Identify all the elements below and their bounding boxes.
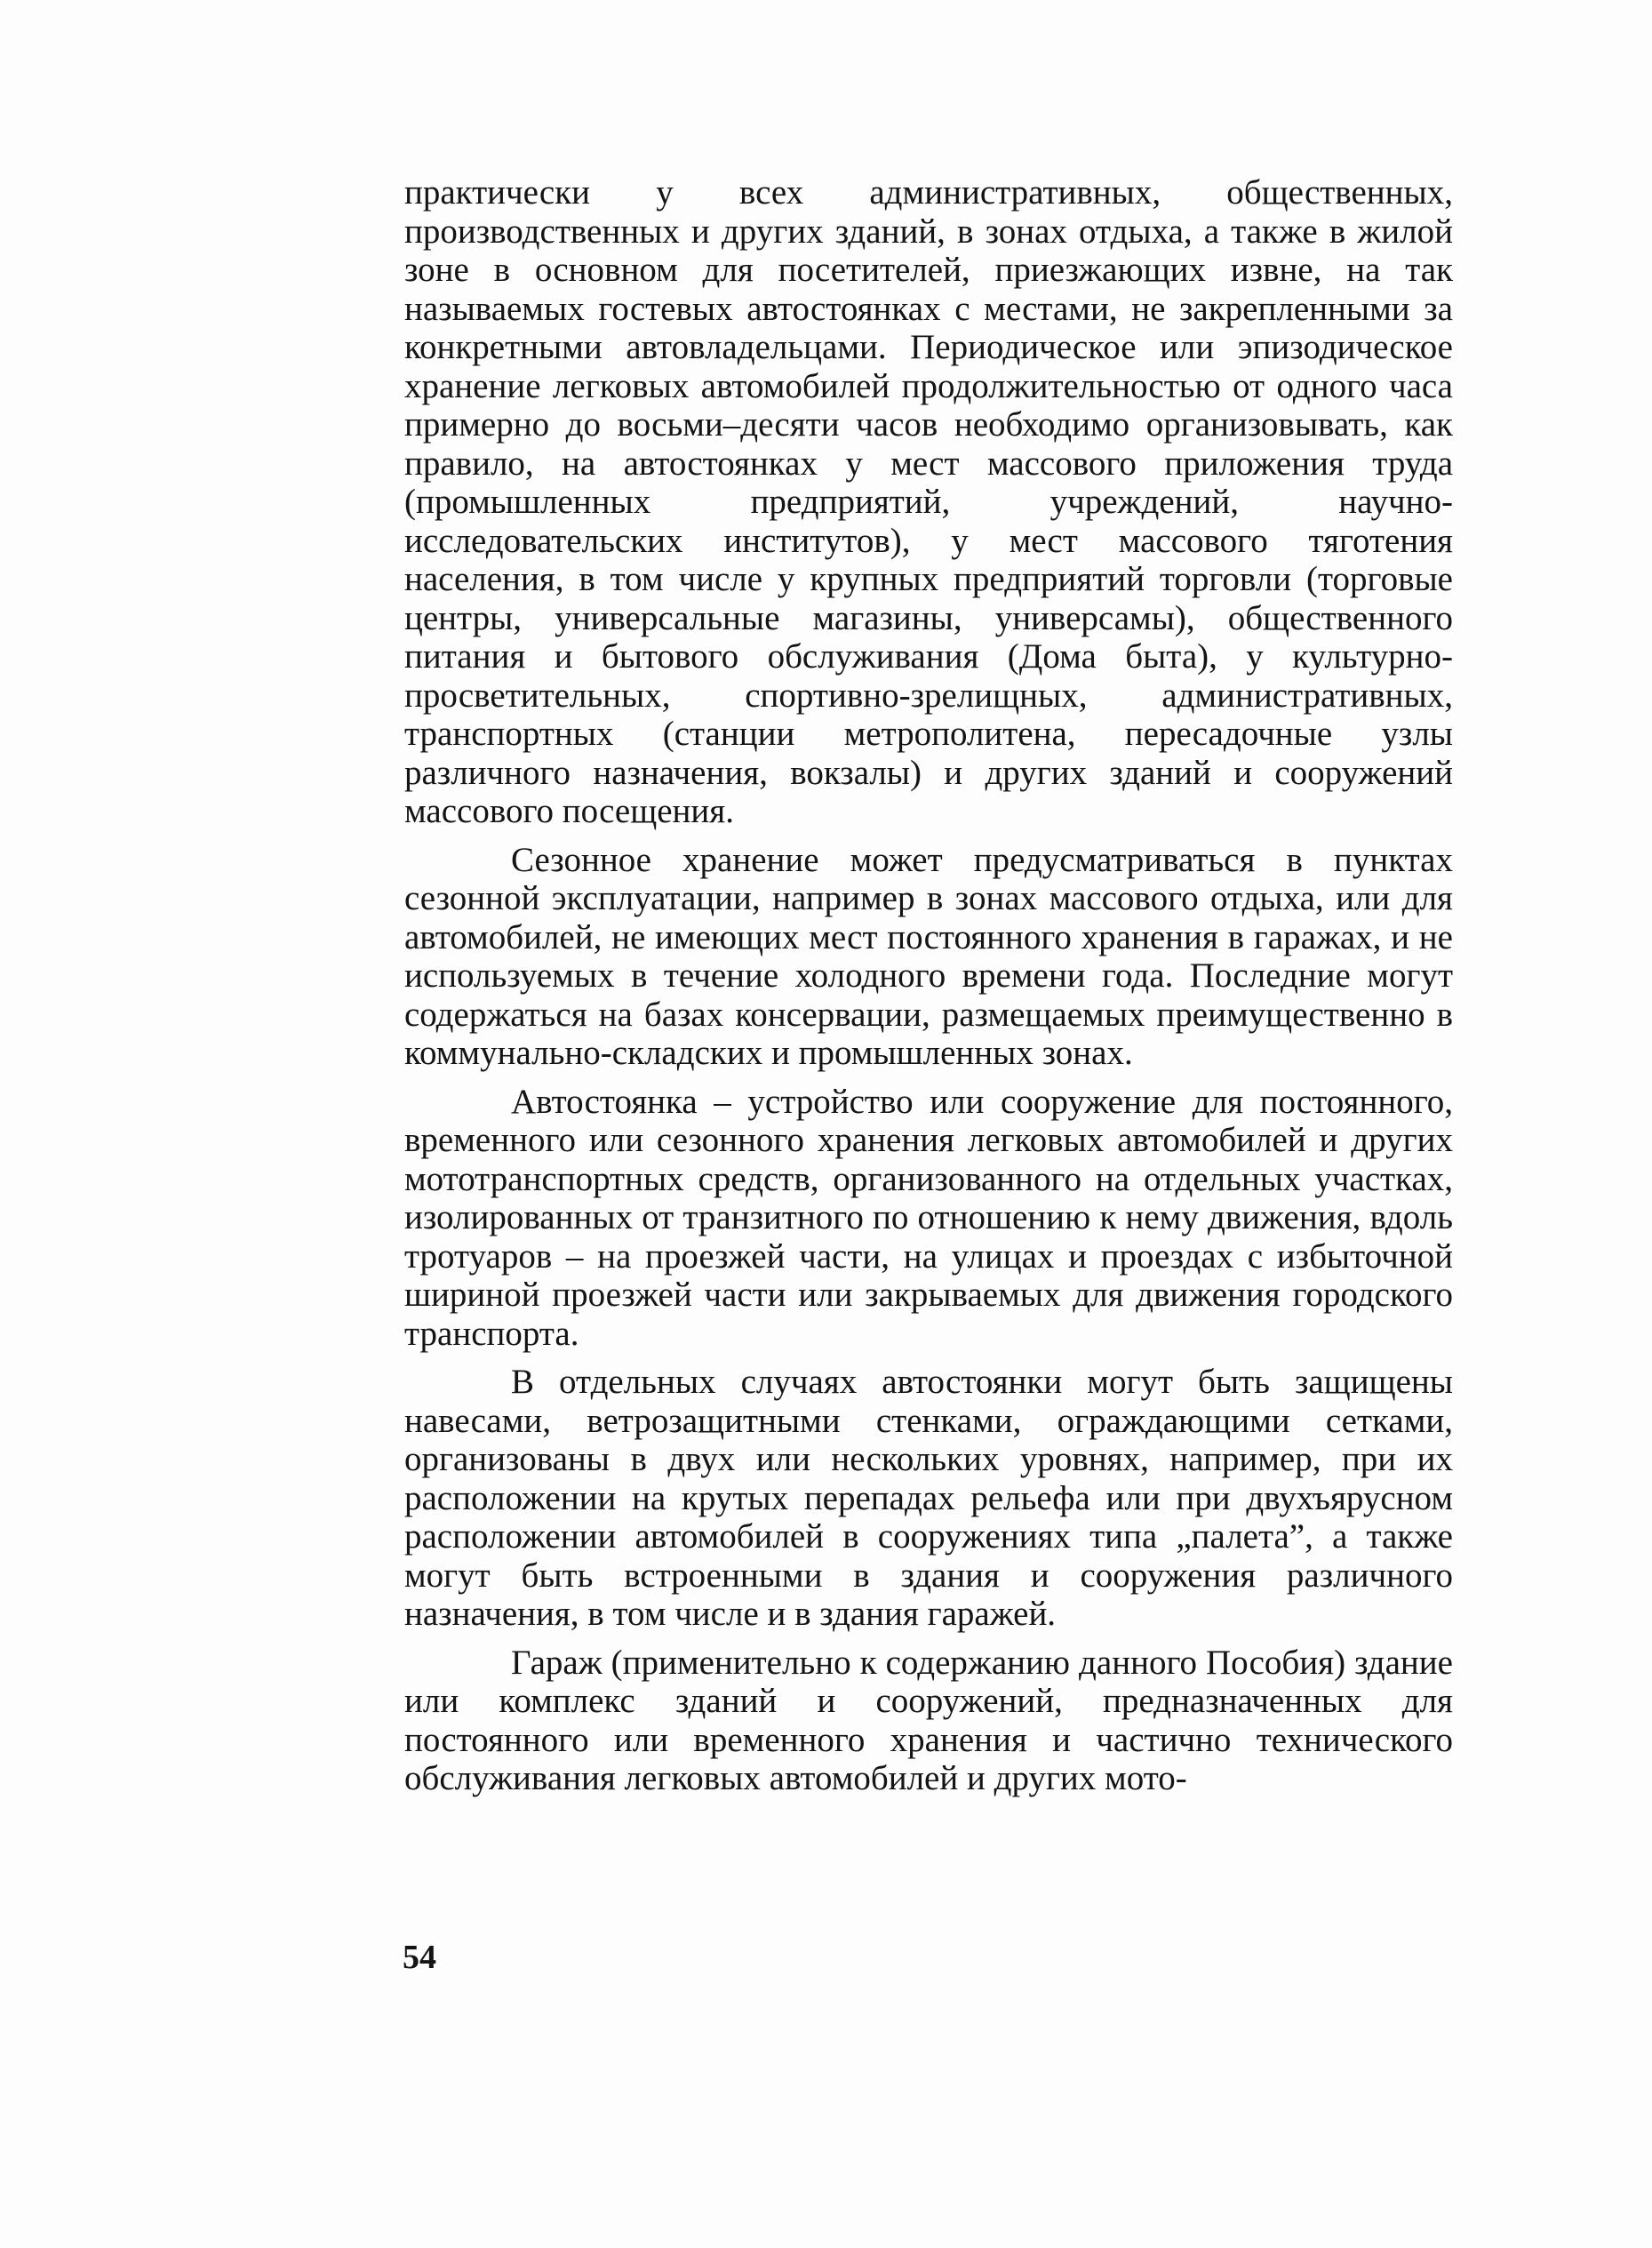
paragraph-parking-definition: Автостоянка – устройство или сооружение для постоянного, временного или сезонного хранения легковых автомобилей и других мототранспортных средств, организованного на отдельных участках, изолированных от транзитного по отношению к нему движения, вдоль тротуаров – на проезжей части, на улицах и проездах с избыточной шириной проезжей части или закрываемых для движения городского транспорта. (404, 1082, 1453, 1353)
body-text (404, 173, 1453, 1808)
paragraph-seasonal-storage: Сезонное хранение может предусматриваться в пунктах сезонной эксплуатации, например в зонах массового отдыха, или для автомобилей, не имеющих мест постоянного хранения в гаражах, и не используемых в течение холодного времени года. Последние могут содержаться на базах консервации, размещаемых преимущественно в коммунально-складских и промышленных зонах. (404, 840, 1453, 1072)
paragraph-continuation: практически у всех административных, общественных, производственных и других зданий, в зонах отдыха, а также в жилой зоне в основном для посетителей, приезжающих извне, на так называемых гостевых автостоянках с местами, не закрепленными за конкретными автовладельцами. Периодическое или эпизодическое хранение легковых автомобилей продолжительностью от одного часа примерно до восьми–десяти часов необходимо организовывать, как правило, на автостоянках у мест массового приложения труда (промышленных предприятий, учреждений, научно-исследовательских институтов), у мест массового тяготения населения, в том числе у крупных предприятий торговли (торговые центры, универсальные магазины, универсамы), общественного питания и бытового обслуживания (Дома быта), у культурно-просветительных, спортивно-зрелищных, административных, транспортных (станции метрополитена, пересадочные узлы различного назначения, вокзалы) и других зданий и сооружений массового посещения. (404, 173, 1453, 830)
paragraph-garage-definition: Гараж (применительно к содержанию данного Пособия) здание или комплекс зданий и сооружений, предназначенных для постоянного или временного хранения и частично технического обслуживания легковых автомобилей и других мото- (404, 1643, 1453, 1797)
paragraph-parking-special-cases: В отдельных случаях автостоянки могут быть защищены навесами, ветрозащитными стенками, ограждающими сетками, организованы в двух или нескольких уровнях, например, при их расположении на крутых перепадах рельефа или при двухъярусном расположении автомобилей в сооружениях типа „палета”, а также могут быть встроенными в здания и сооружения различного назначения, в том числе и в здания гаражей. (404, 1363, 1453, 1633)
page-number: 54 (403, 1939, 436, 1976)
